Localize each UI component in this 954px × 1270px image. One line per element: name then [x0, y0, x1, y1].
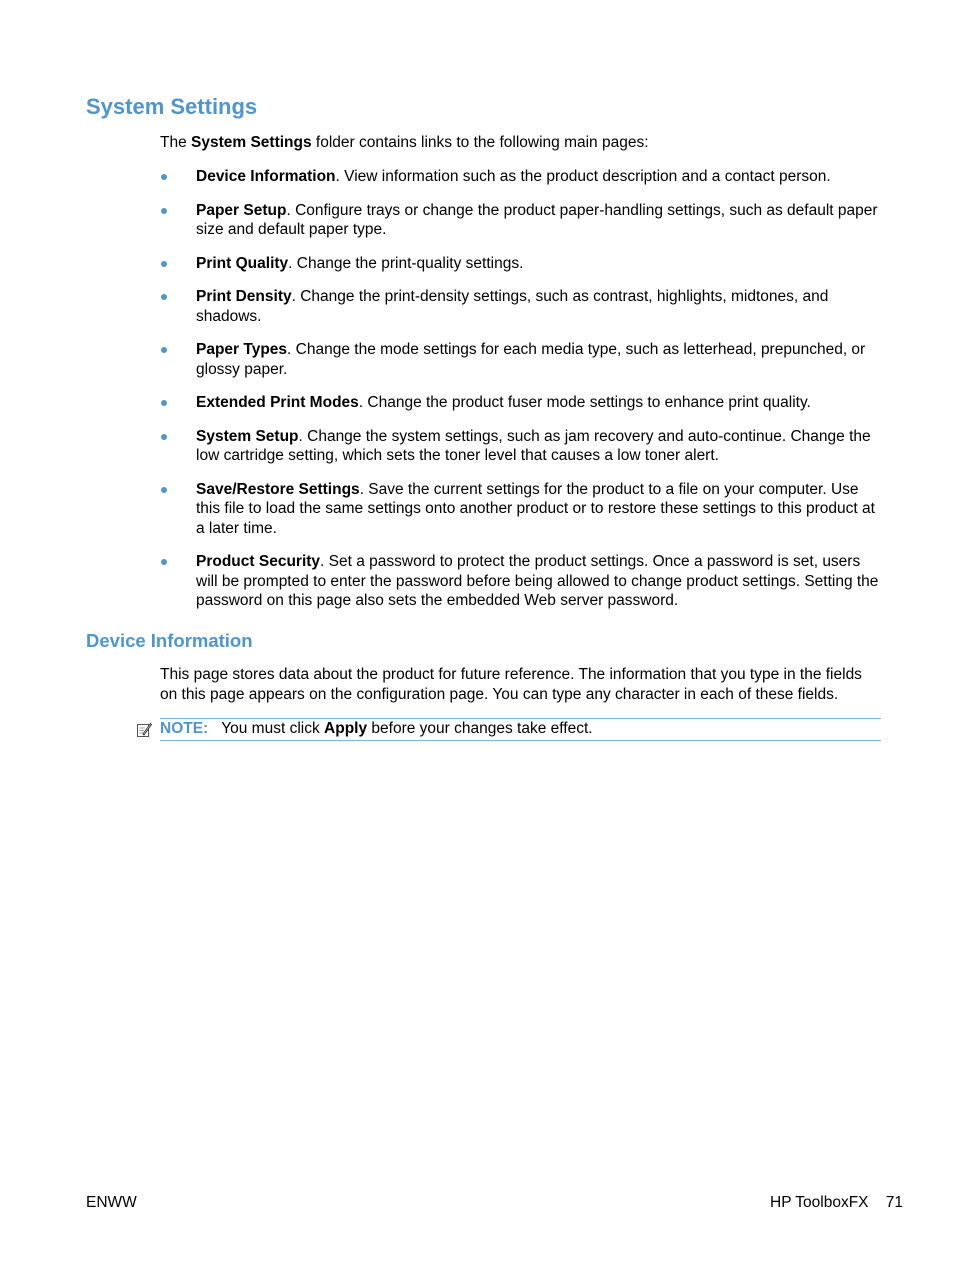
bullet-icon — [161, 208, 167, 214]
page-number: 71 — [885, 1194, 903, 1211]
note-suffix: before your changes take effect. — [367, 720, 593, 737]
bullet-icon — [161, 174, 167, 180]
list-item-term: Print Density — [196, 288, 292, 305]
footer-right — [770, 1193, 903, 1213]
bullet-icon — [161, 261, 167, 267]
list-item-product-security — [160, 552, 882, 611]
bullet-icon — [161, 434, 167, 440]
bullet-icon — [161, 294, 167, 300]
list-item-save-restore-settings — [160, 480, 882, 539]
list-item-term: Print Quality — [196, 254, 289, 272]
list-item-extended-print-modes — [160, 393, 882, 413]
intro-paragraph — [160, 133, 882, 153]
bullet-icon — [161, 487, 167, 493]
list-item-device-information — [160, 167, 882, 187]
note-box — [160, 718, 881, 741]
list-item-text: . Change the print-quality settings. — [288, 254, 524, 272]
list-item-term: Paper Types — [196, 341, 288, 358]
bullet-icon — [161, 347, 167, 353]
bullet-icon — [161, 400, 167, 406]
intro-suffix: folder contains links to the following main pages: — [311, 134, 649, 151]
intro-prefix: The — [160, 134, 192, 151]
list-item-text: . Change the product fuser mode settings to enhance print quality. — [358, 394, 811, 411]
section-heading: System Settings — [86, 94, 258, 119]
subsection-heading: Device Information — [86, 630, 253, 651]
list-item-system-setup — [160, 427, 882, 466]
list-item-term: Extended Print Modes — [196, 394, 359, 411]
list-item-text: . Change the system settings, such as jam recovery and auto-continue. Change the low cartridge setting, which sets the toner level that causes a low toner alert. — [196, 427, 871, 464]
intro-bold-term: System Settings — [191, 134, 312, 151]
list-item-print-quality — [160, 254, 882, 274]
list-item-text: . Change the print-density settings, such as contrast, highlights, midtones, and shadows. — [196, 288, 829, 325]
list-item-print-density — [160, 287, 882, 326]
device-information-paragraph: This page stores data about the product for future reference. The information that you type in the fields on this page appears on the configuration page. You can type any character in each of these fields. — [160, 666, 862, 703]
list-item-term: System Setup — [196, 427, 299, 445]
bullet-icon — [161, 559, 167, 565]
list-item-paper-setup — [160, 201, 882, 240]
list-item-term: Paper Setup — [196, 201, 287, 219]
list-item-paper-types — [160, 340, 882, 379]
list-item-text: . Change the mode settings for each media type, such as letterhead, prepunched, or glossy paper. — [196, 341, 866, 378]
list-item-term: Save/Restore Settings — [196, 480, 360, 498]
note-bold-apply: Apply — [324, 720, 368, 737]
footer-left-label: ENWW — [86, 1194, 137, 1211]
list-item-term: Product Security — [196, 553, 321, 570]
list-item-text: . Set a password to protect the product settings. Once a password is set, users will be prompted to enter the password before being allowed to change product settings. Setting the password on this page also sets the embedded Web server password. — [196, 553, 879, 609]
note-label: NOTE: — [160, 720, 209, 737]
footer-chapter-title: HP ToolboxFX — [770, 1194, 869, 1211]
list-item-text: . Save the current settings for the product to a file on your computer. Use this file to load the same settings onto another product or to restore these settings to this product at a later time. — [196, 480, 875, 537]
list-item-text: . Configure trays or change the product paper-handling settings, such as default paper size and default paper type. — [196, 201, 878, 238]
note-pencil-icon — [136, 722, 152, 738]
list-item-text: . View information such as the product description and a contact person. — [335, 168, 831, 185]
list-item-term: Device Information — [196, 168, 336, 185]
note-prefix: You must click — [221, 720, 325, 737]
settings-pages-list — [160, 167, 882, 625]
